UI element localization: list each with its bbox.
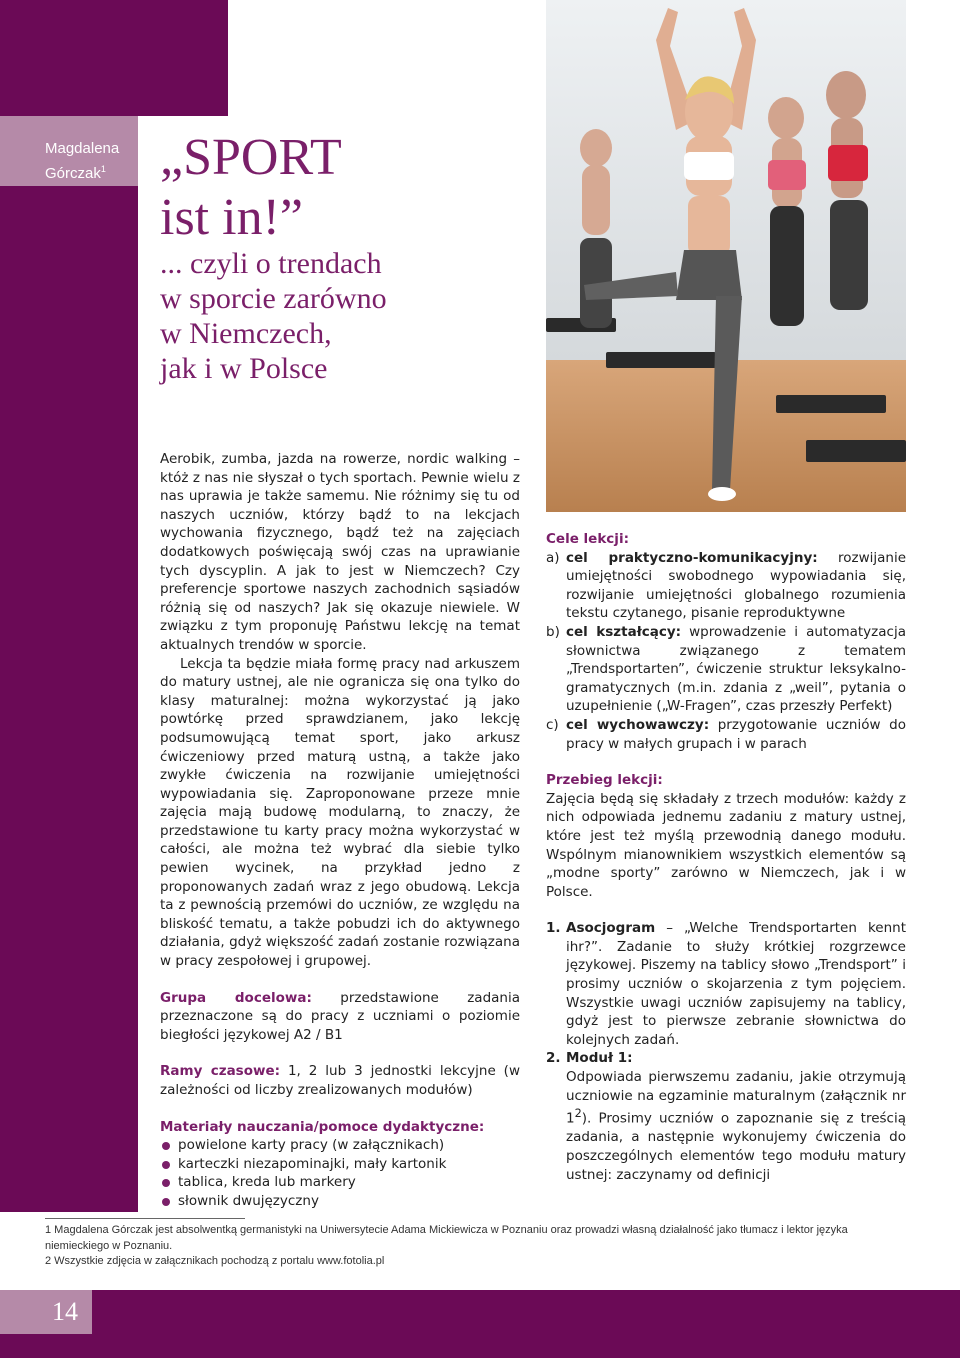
page-subtitle: ... czyli o trendach w sporcie zarówno w Niemczech, jak i w Polsce [160, 247, 387, 385]
materials-list [160, 1136, 520, 1210]
footnote-1: 1 Magdalena Górczak jest absolwentką germanistyki na Uniwersytecie Adama Mickiewicza w Poznaniu oraz prowadzi własną działalność jako tłumacz i lektor języka niemieckiego w Poznaniu. [45, 1224, 848, 1252]
step-2: 2. Moduł 1: Odpowiada pierwszemu zadaniu, jakie otrzymują uczniowie na egzaminie maturalnym (załącznik nr $1^2$). Prosimy uczniów o zapoznanie się z treścią zadania, a następnie wykonujemy ćwiczenia do poszczególnych elementów tego modułu matury ustnej: zaczynamy od definicji [546, 1050, 906, 1183]
author-footnote-mark: 1 [100, 164, 106, 174]
footnote-mark-2: 2 [574, 1107, 582, 1121]
goal-item-a: a) cel praktyczno-komunikacyjny: rozwijanie umiejętności swobodnego wypowiadania się, rozwijanie umiejętności globalnego rozumienia tekstu czytanego, pisanie reproduktywne [546, 549, 906, 622]
author-first-name: Magdalena [45, 140, 120, 157]
list-item: tablica, kreda lub markery [160, 1173, 520, 1192]
footer-color-band [0, 1290, 960, 1358]
time-frame: Ramy czasowe: 1, 2 lub 3 jednostki lekcyjne (w zależności od liczby zrealizowanych modułów) [160, 1063, 520, 1098]
left-column [160, 450, 520, 1211]
intro-paragraph-1: Aerobik, zumba, jazda na rowerze, nordic walking – któż z nas nie słyszał o tych sportach. Pewnie wielu z nas uprawia je także samemu. Nie różnimy się tu od naszych uczniów, którzy bądź to na lekcjach wychowania fizycznego, bądź też na zajęciach dodatkowych poświęcają swój czas na uprawianie tych dyscyplin. A jak to jest w Niemczech? Czy preferencje sportowe naszych zachodnich sąsiadów różnią się od naszych? Jak się okazuje niewiele. W związku z tym proponuję Państwu lekcję na temat aktualnych trendów w sporcie. [160, 451, 520, 653]
author-last-name: Górczak$^1$ [45, 164, 106, 182]
footnotes [45, 1223, 907, 1270]
intro-paragraph-2: Lekcja ta będzie miała formę pracy nad arkuszem do matury ustnej, ale nie ogranicza się ona tylko do klasy maturalnej: można wykorzystać ją jako powtórkę przed sprawdzianem, jako lekcję podsumowującą temat sport, jako arkusz ćwiczeniowy przed maturą ustną, a także jako zwykłe ćwiczenia na rozwijanie umiejętności wypowiadania się. Zaproponowane przeze mnie zajęcia mają budowę modularną, to znaczy, że przedstawione tu karty pracy można wykorzystać w całości, ale można też wybrać dla siebie tylko pewien wycinek, na przykład jedno z proponowanych zadań wraz z jego obudową. Lekcja ta z pewnością przemówi do uczniów, ze względu na bliskość tematu, a także pobudzi ich do aktywnego działania, gdyż większość zadań zostanie rozwiązana w pracy zespołowej i grupowej. [160, 655, 520, 970]
aerobics-illustration [546, 0, 906, 512]
list-item: słownik dwujęzyczny [160, 1192, 520, 1211]
aerobics-photo [546, 0, 906, 512]
course-heading: Przebieg lekcji: [546, 772, 663, 789]
course-paragraph: Zajęcia będą się składały z trzech modułów: każdy z nich odpowiada jednemu zadaniu z matury ustnej, które jest też myślą przewodnią danego modułu. Wspólnym mianownikiem wszystkich elementów są „modne sporty” zarówno w Niemczech, jak i w Polsce. [546, 790, 906, 900]
target-group: Grupa docelowa: przedstawione zadania przeznaczone są do pracy z uczniami o poziomie biegłości językowej A2 / B1 [160, 989, 520, 1043]
list-item: karteczki niezapominajki, mały kartonik [160, 1155, 520, 1174]
top-color-band [138, 0, 228, 116]
page-title: „SPORT ist in!” [160, 129, 342, 246]
footnote-divider [45, 1218, 245, 1219]
materials-heading: Materiały nauczania/pomoce dydaktyczne: [160, 1118, 485, 1135]
footnote-2: 2 Wszystkie zdjęcia w załącznikach pochodzą z portalu www.fotolia.pl [45, 1255, 385, 1267]
author-box [0, 116, 138, 186]
right-column [546, 530, 906, 1184]
goals-heading: Cele lekcji: [546, 531, 629, 547]
page-number: 14 [0, 1290, 92, 1334]
goal-item-b: b) cel kształcący: wprowadzenie i automatyzacja słownictwa związanego z tematem „Trendsportarten”, ćwiczenie struktur leksykalno-gramatycznych (m.in. zdania z „weil”, pytania o uzupełnienie („W-Fragen”, czas przeszły Perfekt) [546, 623, 906, 715]
list-item: powielone karty pracy (w załącznikach) [160, 1136, 520, 1155]
step-1: 1. Asocjogram – „Welche Trendsportarten kennt ihr?”. Zadanie to służy krótkiej rozgrzewce językowej. Piszemy na tablicy słowo „Trendsport” i prosimy uczniów o skojarzenia z tym pojęciem. Wszystkie uwagi uczniów zapisujemy na tablicy, gdyż jest to pierwsze zebranie słownictwa do kolejnych zadań. [546, 920, 906, 1048]
goal-item-c: c) cel wychowawczy: przygotowanie uczniów do pracy w małych grupach i w parach [546, 716, 906, 752]
